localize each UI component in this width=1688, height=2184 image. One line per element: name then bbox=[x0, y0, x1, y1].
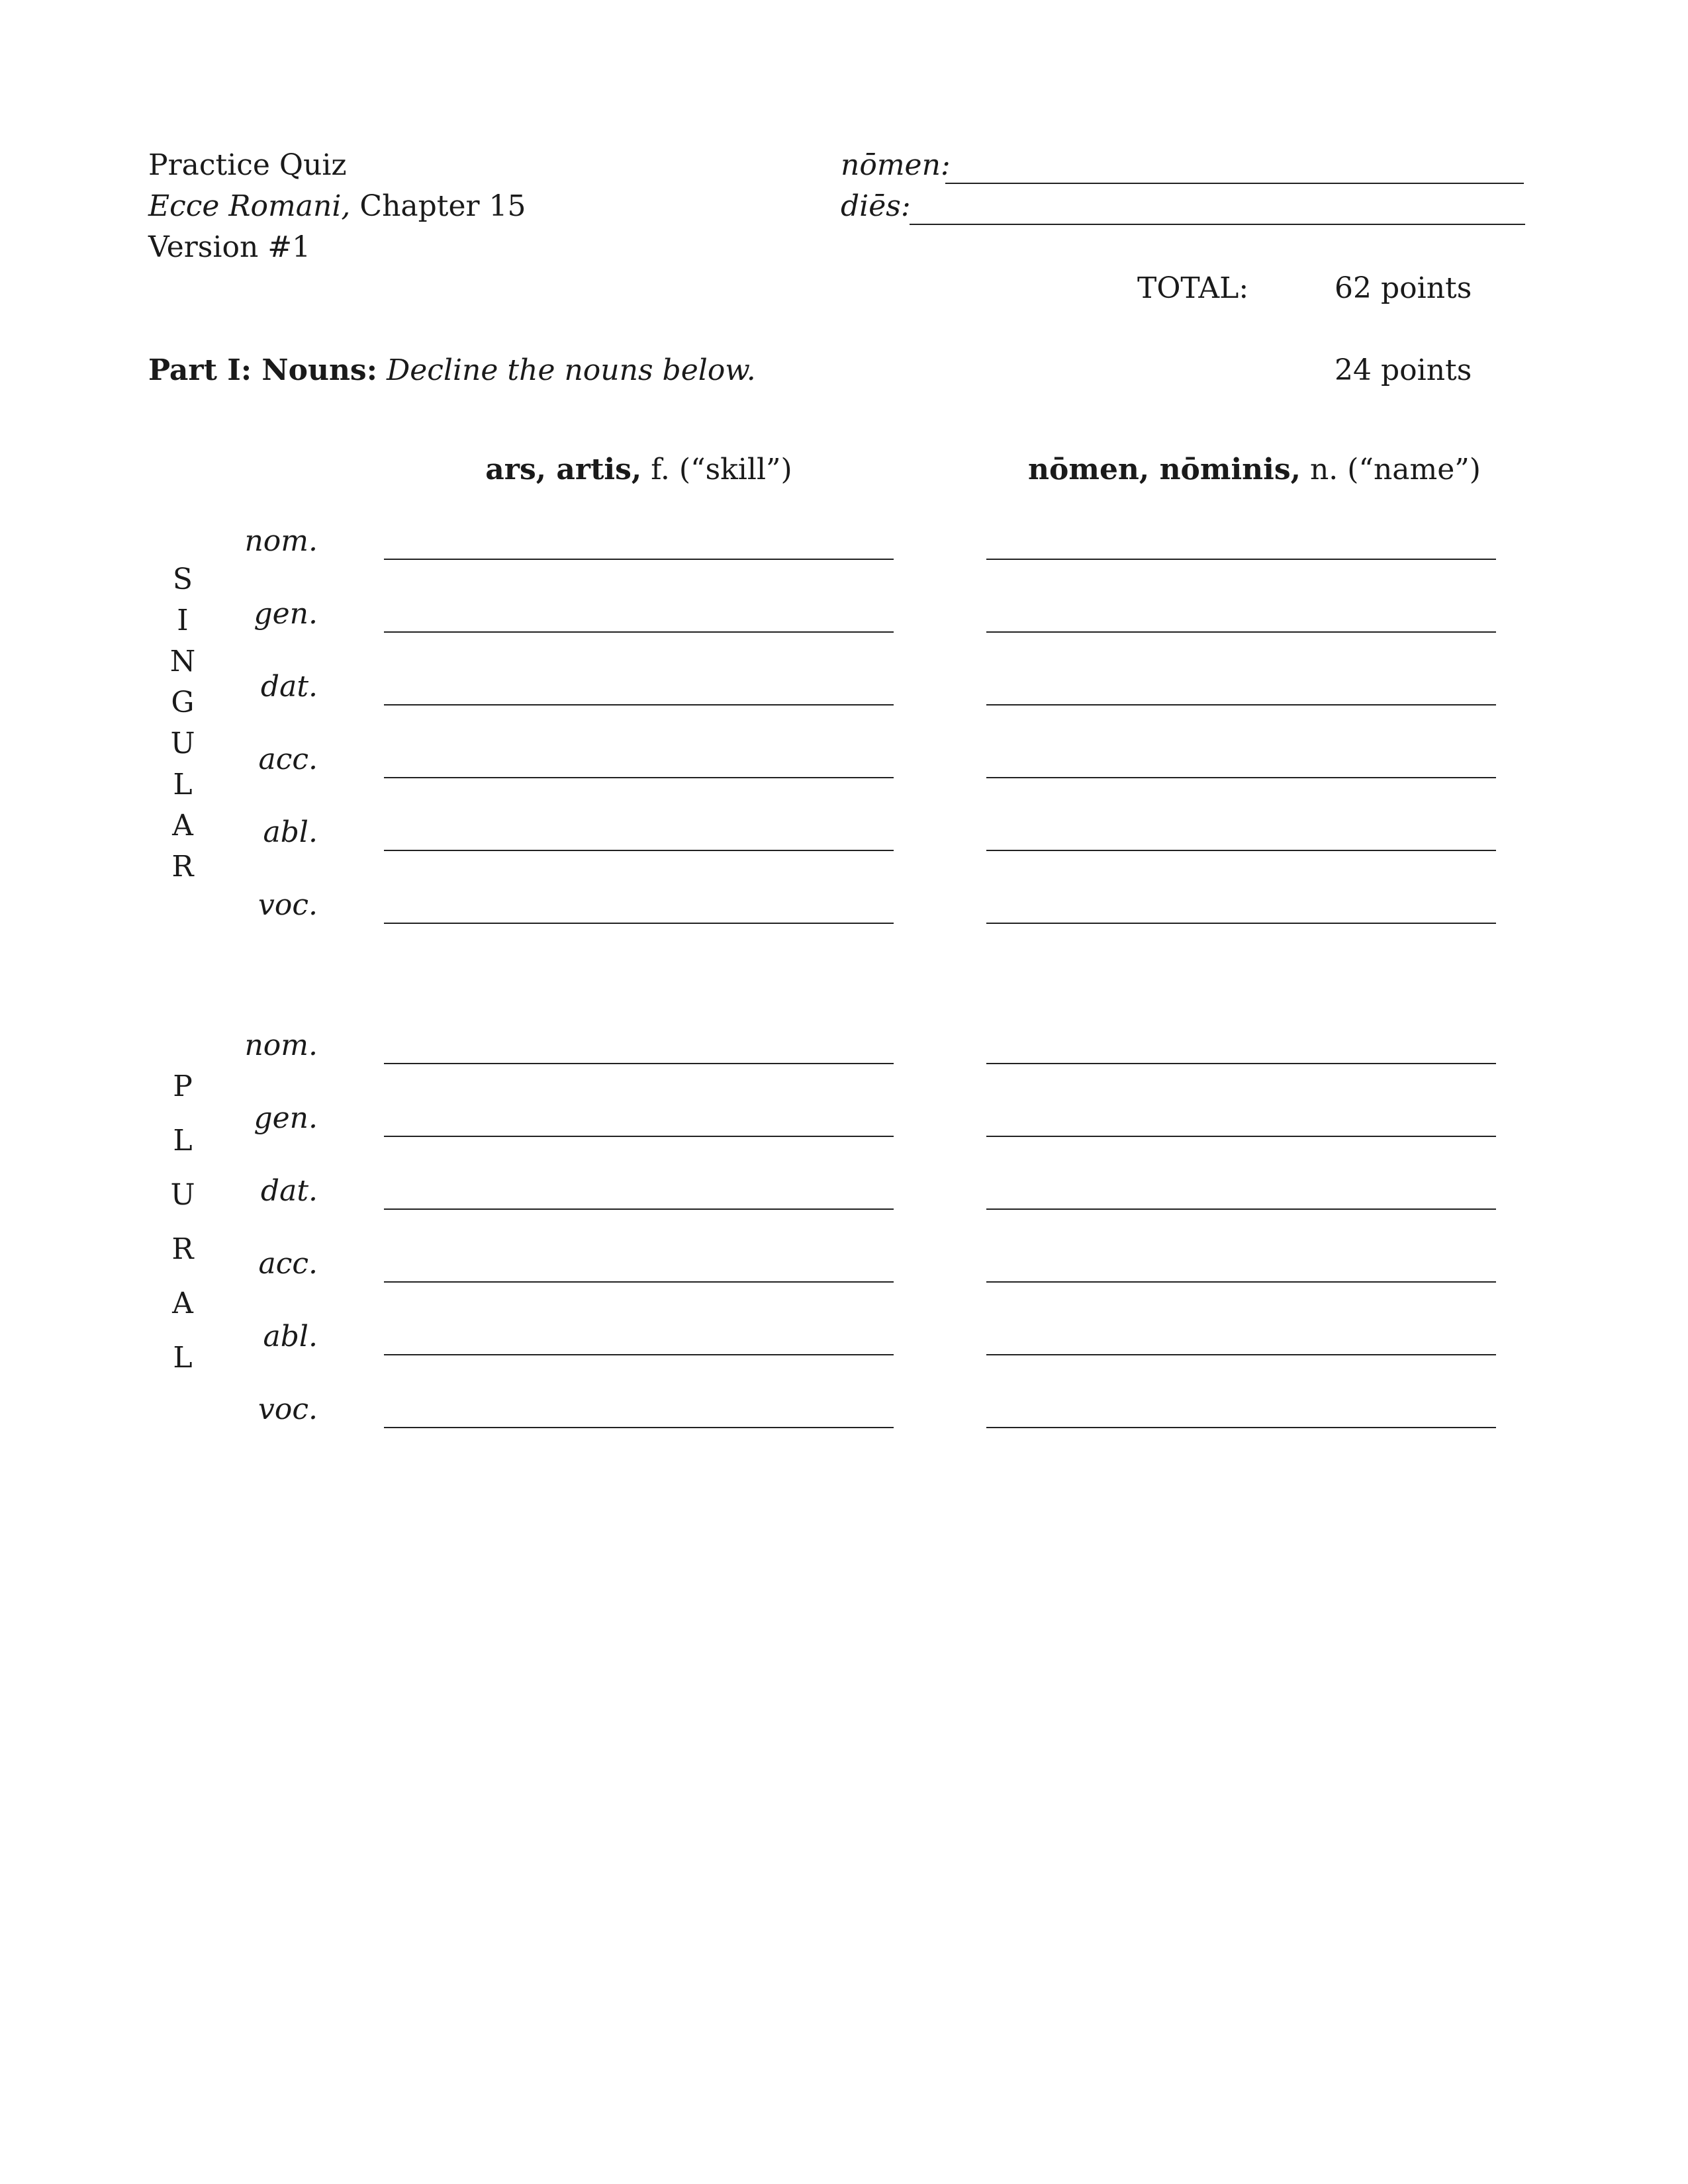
answer-line-ars-pl-acc[interactable] bbox=[384, 1281, 894, 1283]
total-points: 62 points bbox=[1335, 271, 1472, 305]
version-label: Version #1 bbox=[148, 230, 311, 264]
name-label: nōmen: bbox=[841, 148, 951, 182]
noun-heading-nomen-bold: nōmen, nōminis, bbox=[1028, 453, 1301, 486]
case-label-acc: acc. bbox=[258, 1247, 318, 1281]
singular-letter: L bbox=[173, 768, 193, 801]
singular-letter: N bbox=[169, 645, 196, 678]
case-label-abl: abl. bbox=[263, 1320, 318, 1353]
answer-line-nomen-pl-abl[interactable] bbox=[986, 1354, 1496, 1355]
answer-line-ars-sg-gen[interactable] bbox=[384, 631, 894, 633]
textbook-title: Ecce Romani, bbox=[148, 189, 351, 223]
case-label-nom: nom. bbox=[244, 524, 318, 558]
part1-points: 24 points bbox=[1335, 353, 1472, 387]
case-label-nom: nom. bbox=[244, 1028, 318, 1062]
answer-line-nomen-sg-dat[interactable] bbox=[986, 704, 1496, 705]
singular-letter: I bbox=[177, 604, 189, 637]
answer-line-ars-pl-abl[interactable] bbox=[384, 1354, 894, 1355]
answer-line-ars-pl-gen[interactable] bbox=[384, 1136, 894, 1137]
singular-letter: A bbox=[172, 809, 193, 842]
singular-letter: S bbox=[172, 563, 193, 596]
answer-line-nomen-pl-gen[interactable] bbox=[986, 1136, 1496, 1137]
answer-line-nomen-sg-acc[interactable] bbox=[986, 777, 1496, 778]
plural-letter: L bbox=[173, 1124, 193, 1158]
part1-heading bbox=[148, 353, 756, 387]
case-label-voc: voc. bbox=[258, 888, 318, 922]
answer-line-ars-sg-nom[interactable] bbox=[384, 559, 894, 560]
plural-letter: R bbox=[171, 1232, 194, 1266]
case-label-gen: gen. bbox=[254, 1101, 318, 1135]
answer-line-ars-pl-nom[interactable] bbox=[384, 1063, 894, 1064]
answer-line-nomen-pl-voc[interactable] bbox=[986, 1427, 1496, 1428]
singular-letter: G bbox=[171, 686, 195, 719]
answer-line-ars-pl-dat[interactable] bbox=[384, 1208, 894, 1210]
plural-letter: U bbox=[170, 1178, 195, 1212]
answer-line-ars-sg-voc[interactable] bbox=[384, 923, 894, 924]
case-label-gen: gen. bbox=[254, 597, 318, 631]
noun-heading-nomen bbox=[980, 455, 1529, 484]
chapter-label: Chapter 15 bbox=[359, 189, 526, 223]
answer-line-nomen-pl-dat[interactable] bbox=[986, 1208, 1496, 1210]
case-label-abl: abl. bbox=[263, 815, 318, 849]
plural-letter: A bbox=[172, 1287, 193, 1320]
textbook-line bbox=[148, 189, 526, 223]
answer-line-nomen-sg-voc[interactable] bbox=[986, 923, 1496, 924]
case-label-voc: voc. bbox=[258, 1392, 318, 1426]
plural-letter: L bbox=[173, 1341, 193, 1375]
part1-instructions: Decline the nouns below. bbox=[386, 353, 756, 387]
name-field[interactable] bbox=[945, 183, 1524, 184]
part1-label: Part I: Nouns: bbox=[148, 353, 377, 387]
noun-heading-ars-bold: ars, artis, bbox=[485, 453, 642, 486]
date-label: diēs: bbox=[841, 189, 911, 223]
answer-line-nomen-sg-nom[interactable] bbox=[986, 559, 1496, 560]
answer-line-nomen-pl-nom[interactable] bbox=[986, 1063, 1496, 1064]
answer-line-nomen-sg-abl[interactable] bbox=[986, 850, 1496, 851]
plural-letter: P bbox=[173, 1069, 193, 1103]
answer-line-nomen-sg-gen[interactable] bbox=[986, 631, 1496, 633]
noun-heading-ars-rest: f. (“skill”) bbox=[651, 453, 792, 486]
noun-heading-ars bbox=[384, 455, 894, 484]
answer-line-ars-sg-dat[interactable] bbox=[384, 704, 894, 705]
case-label-acc: acc. bbox=[258, 743, 318, 776]
singular-letter: R bbox=[171, 850, 194, 884]
total-label: TOTAL: bbox=[1137, 271, 1249, 305]
answer-line-ars-pl-voc[interactable] bbox=[384, 1427, 894, 1428]
answer-line-nomen-pl-acc[interactable] bbox=[986, 1281, 1496, 1283]
case-label-dat: dat. bbox=[260, 670, 318, 704]
noun-heading-nomen-rest: n. (“name”) bbox=[1309, 453, 1481, 486]
date-field[interactable] bbox=[910, 224, 1525, 225]
answer-line-ars-sg-abl[interactable] bbox=[384, 850, 894, 851]
answer-line-ars-sg-acc[interactable] bbox=[384, 777, 894, 778]
singular-letter: U bbox=[170, 727, 195, 760]
quiz-title: Practice Quiz bbox=[148, 148, 347, 182]
case-label-dat: dat. bbox=[260, 1174, 318, 1208]
